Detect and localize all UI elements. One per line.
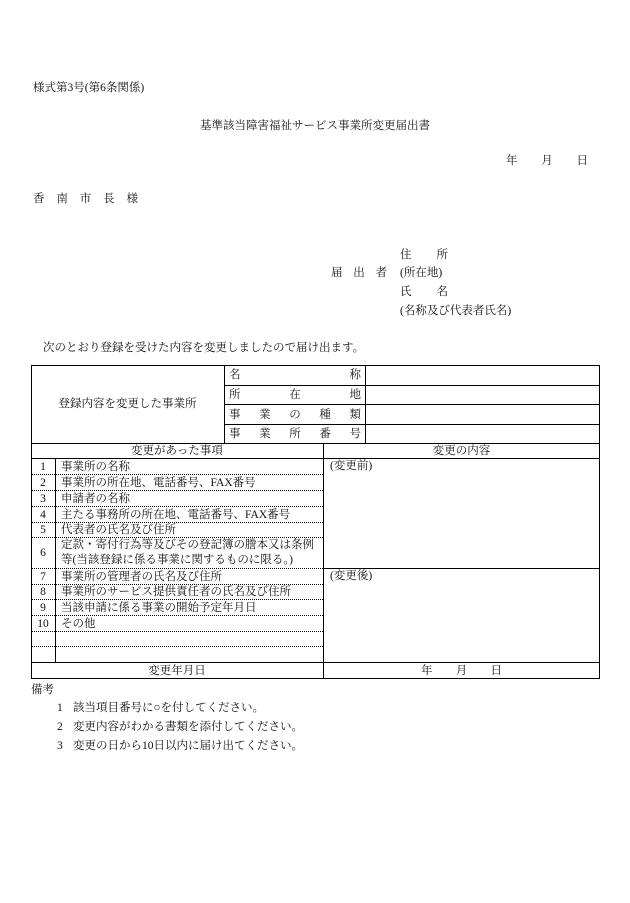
change-form-table — [31, 365, 600, 679]
facility-field-label — [225, 386, 366, 404]
change-date-value: 年 月 日 — [421, 665, 502, 677]
remark-number: 2 — [57, 721, 63, 733]
applicant-role-label: 届 出 者 — [331, 267, 387, 279]
item-text: 主たる事務所の所在地、電話番号、FAX番号 — [61, 508, 291, 521]
item-number: 4 — [40, 508, 46, 521]
remark-item — [55, 701, 264, 715]
field-business-type-label: 事 業 の 種 類 — [229, 408, 361, 421]
document-title: 基準該当障害福祉サービス事業所変更届出書 — [200, 120, 430, 132]
facility-field-row — [225, 405, 600, 425]
item-number: 10 — [37, 617, 49, 630]
applicant-address-note: (所在地) — [400, 267, 443, 279]
remark-number: 3 — [57, 740, 63, 752]
item-text: 事業所の名称 — [61, 460, 130, 473]
item-number: 9 — [40, 601, 46, 614]
facility-field-value — [366, 405, 600, 424]
facility-fields — [225, 365, 600, 443]
after-change-area — [324, 569, 600, 662]
facility-field-value — [366, 425, 600, 443]
changed-items-header: 変更があった事項 — [131, 445, 223, 457]
facility-field-row — [225, 425, 600, 443]
submission-date: 年 月 日 — [506, 155, 588, 167]
item-text: 事業所の管理者の氏名及び住所 — [61, 570, 222, 583]
addressee: 香 南 市 長 様 — [33, 193, 138, 205]
table-row — [31, 585, 323, 600]
item-text: 当該申請に係る事業の開始予定年月日 — [61, 601, 257, 614]
number-column-divider — [55, 459, 56, 662]
before-change-label: (変更前) — [330, 460, 373, 472]
table-row — [31, 600, 323, 616]
remark-text: 変更の日から10日以内に届け出てください。 — [73, 740, 303, 752]
change-date-row — [31, 662, 600, 679]
form-number: 様式第3号(第6条関係) — [33, 82, 145, 94]
item-text: 代表者の氏名及び住所 — [61, 524, 176, 536]
facility-field-label — [225, 405, 366, 424]
facility-field-label — [225, 365, 366, 385]
item-text-wrapper — [55, 538, 317, 568]
facility-heading: 登録内容を変更した事業所 — [31, 365, 225, 443]
facility-field-label — [225, 425, 366, 443]
table-row — [31, 491, 323, 507]
field-name-label: 名 称 — [229, 369, 361, 381]
facility-field-row — [225, 365, 600, 386]
table-row-blank — [31, 632, 323, 647]
change-content-area — [324, 459, 600, 662]
table-row — [31, 569, 323, 585]
table-row — [31, 459, 323, 475]
remark-item — [55, 739, 303, 753]
remark-text: 変更内容がわかる書類を添付してください。 — [73, 721, 303, 733]
table-row — [31, 523, 323, 538]
item-text: その他 — [61, 617, 96, 630]
item-text: 定款・寄付行為等及びその登記簿の謄本又は条例等(当該登録に係る事業に関するものに限る。) — [61, 539, 314, 566]
change-content-header: 変更の内容 — [432, 445, 491, 457]
applicant-name-label: 氏 名 — [400, 286, 448, 298]
applicant-address-label: 住 所 — [400, 249, 448, 261]
changes-header-row — [31, 443, 600, 459]
change-date-label: 変更年月日 — [148, 665, 206, 677]
table-row-blank — [31, 647, 323, 662]
facility-field-value — [366, 386, 600, 404]
remark-number: 1 — [57, 702, 63, 714]
item-text: 事業所のサービス提供責任者の氏名及び住所 — [61, 586, 291, 598]
table-row — [31, 538, 323, 569]
item-number: 2 — [40, 476, 46, 489]
applicant-name-note: (名称及び代表者氏名) — [400, 305, 512, 317]
facility-field-value — [366, 365, 600, 385]
field-office-number-label: 事 業 所 番 号 — [229, 428, 361, 440]
item-text: 事業所の所在地、電話番号、FAX番号 — [61, 476, 256, 489]
field-address-label: 所 在 地 — [229, 389, 361, 401]
item-number: 3 — [40, 492, 46, 505]
change-date-cell — [323, 664, 600, 678]
facility-field-row — [225, 386, 600, 405]
table-row — [31, 616, 323, 632]
remark-item — [55, 720, 303, 734]
item-text: 申請者の名称 — [61, 492, 130, 505]
before-change-area — [324, 459, 600, 569]
column-divider — [323, 443, 324, 679]
remarks-heading: 備考 — [31, 684, 54, 696]
item-number: 7 — [40, 570, 46, 583]
table-row — [31, 507, 323, 523]
item-number: 8 — [40, 586, 46, 598]
changed-items-list — [31, 459, 323, 662]
intro-statement: 次のとおり登録を受けた内容を変更しましたので届け出ます。 — [43, 342, 365, 354]
remark-text: 該当項目番号に○を付してください。 — [73, 702, 264, 714]
item-number: 5 — [40, 524, 46, 536]
item-number: 1 — [40, 460, 46, 473]
table-row — [31, 475, 323, 491]
item-number: 6 — [40, 547, 46, 559]
after-change-label: (変更後) — [330, 570, 373, 582]
